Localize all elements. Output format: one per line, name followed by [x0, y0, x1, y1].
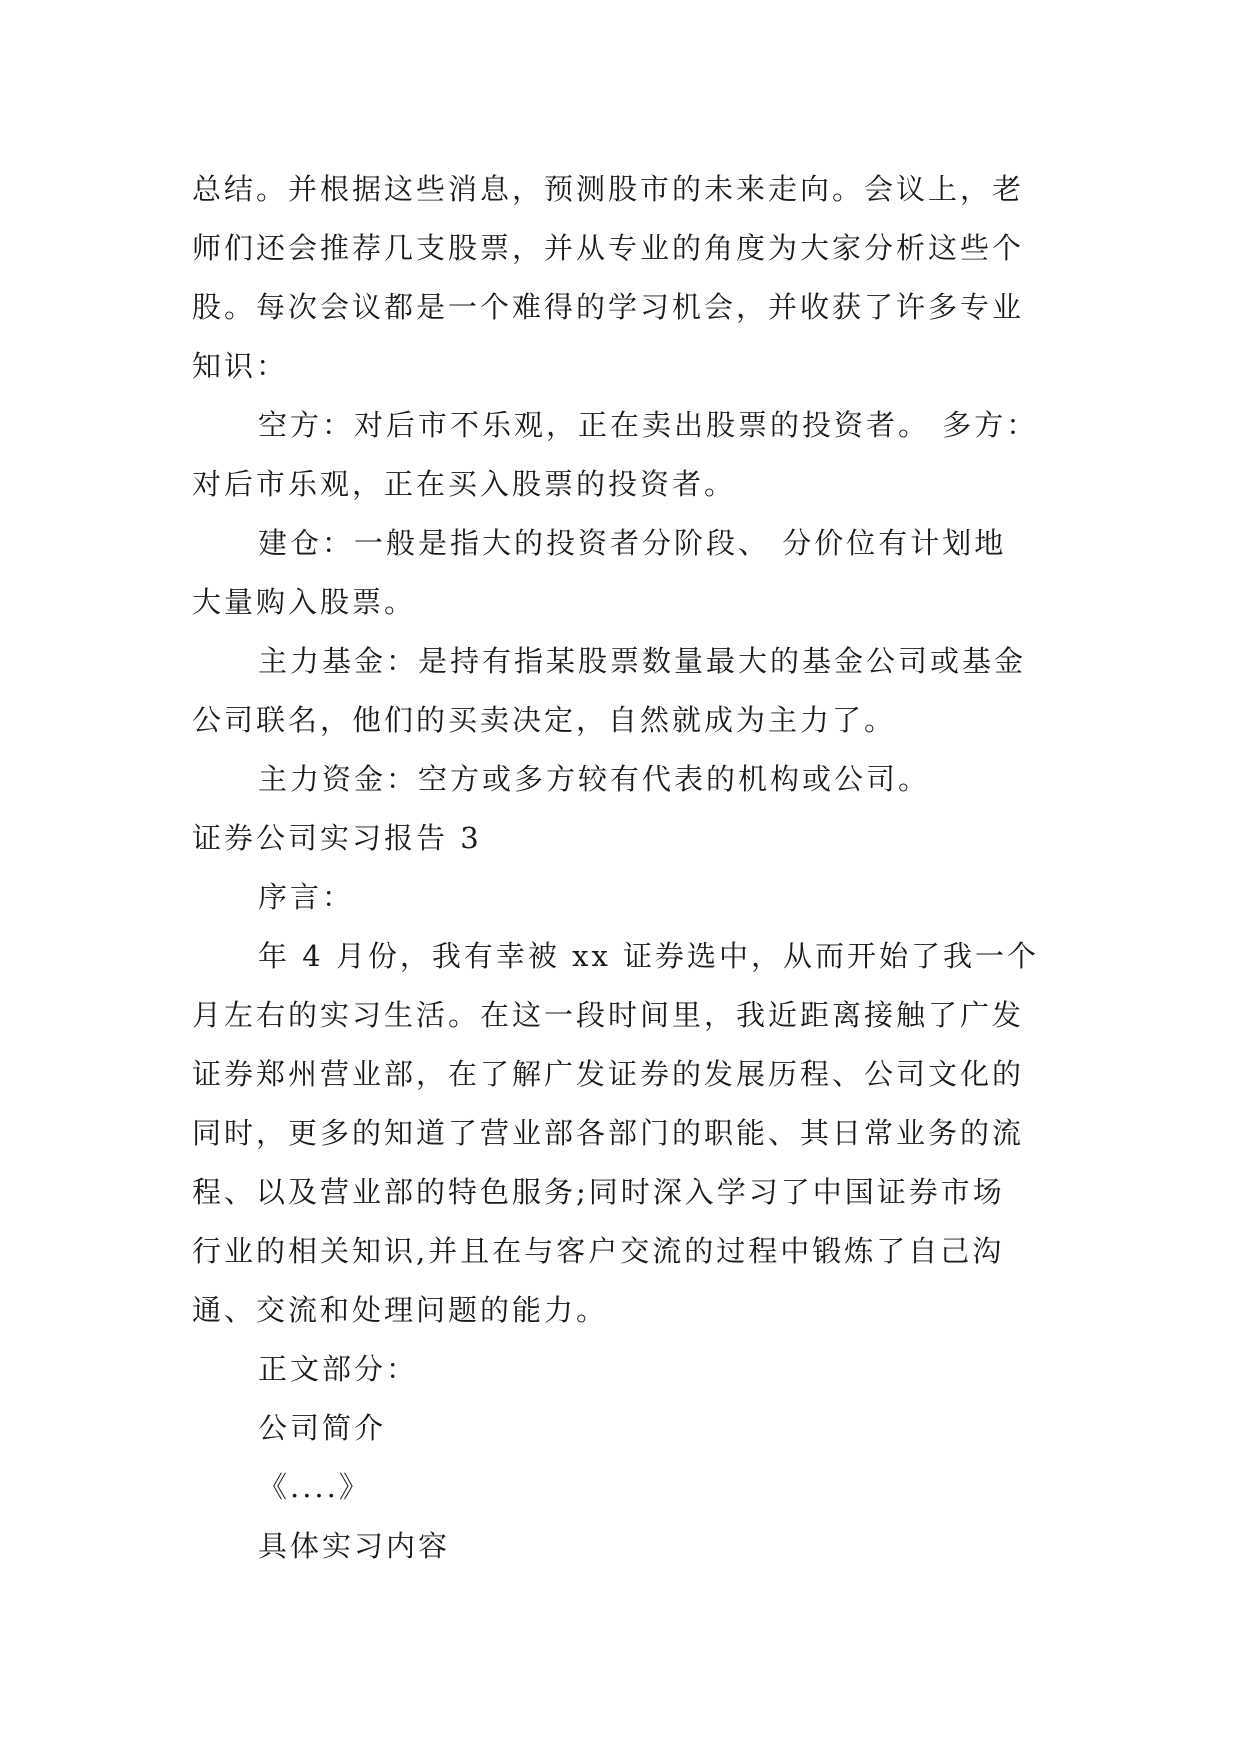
- text-line: 《....》: [258, 1470, 371, 1504]
- section-title: 证券公司实习报告 3: [192, 821, 482, 855]
- text-line: 股。每次会议都是一个难得的学习机会，并收获了许多专业: [192, 290, 1025, 324]
- text-line: 同时，更多的知道了营业部各部门的职能、其日常业务的流: [192, 1116, 1025, 1150]
- text-line: 大量购入股票。: [192, 585, 417, 619]
- text-line: 主力资金：空方或多方较有代表的机构或公司。: [258, 762, 931, 796]
- text-line: 行业的相关知识,并且在与客户交流的过程中锻炼了自己沟: [192, 1234, 1005, 1268]
- text-line: 程、以及营业部的特色服务;同时深入学习了中国证券市场: [192, 1175, 1005, 1209]
- text-line: 知识：: [192, 349, 289, 383]
- text-line: 正文部分：: [258, 1352, 419, 1386]
- text-line: 证券郑州营业部，在了解广发证券的发展历程、公司文化的: [192, 1057, 1025, 1091]
- text-line: 主力基金：是持有指某股票数量最大的基金公司或基金: [258, 644, 1027, 678]
- text-line: 公司联名，他们的买卖决定，自然就成为主力了。: [192, 703, 897, 737]
- text-line: 公司简介: [258, 1411, 387, 1445]
- text-line: 具体实习内容: [258, 1529, 451, 1563]
- text-line: 总结。并根据这些消息，预测股市的未来走向。会议上，老: [192, 172, 1025, 206]
- text-line: 年 4 月份，我有幸被 xx 证券选中，从而开始了我一个: [258, 939, 1040, 973]
- text-line: 序言：: [258, 880, 355, 914]
- text-line: 对后市乐观，正在买入股票的投资者。: [192, 467, 737, 501]
- text-line: 通、交流和处理问题的能力。: [192, 1293, 609, 1327]
- text-line: 师们还会推荐几支股票，并从专业的角度为大家分析这些个: [192, 231, 1025, 265]
- text-line: 建仓：一般是指大的投资者分阶段、 分价位有计划地: [258, 526, 1007, 560]
- text-line: 月左右的实习生活。在这一段时间里，我近距离接触了广发: [192, 998, 1025, 1032]
- document-body: [192, 160, 1062, 1576]
- text-line: 空方：对后市不乐观，正在卖出股票的投资者。 多方：: [258, 408, 1039, 442]
